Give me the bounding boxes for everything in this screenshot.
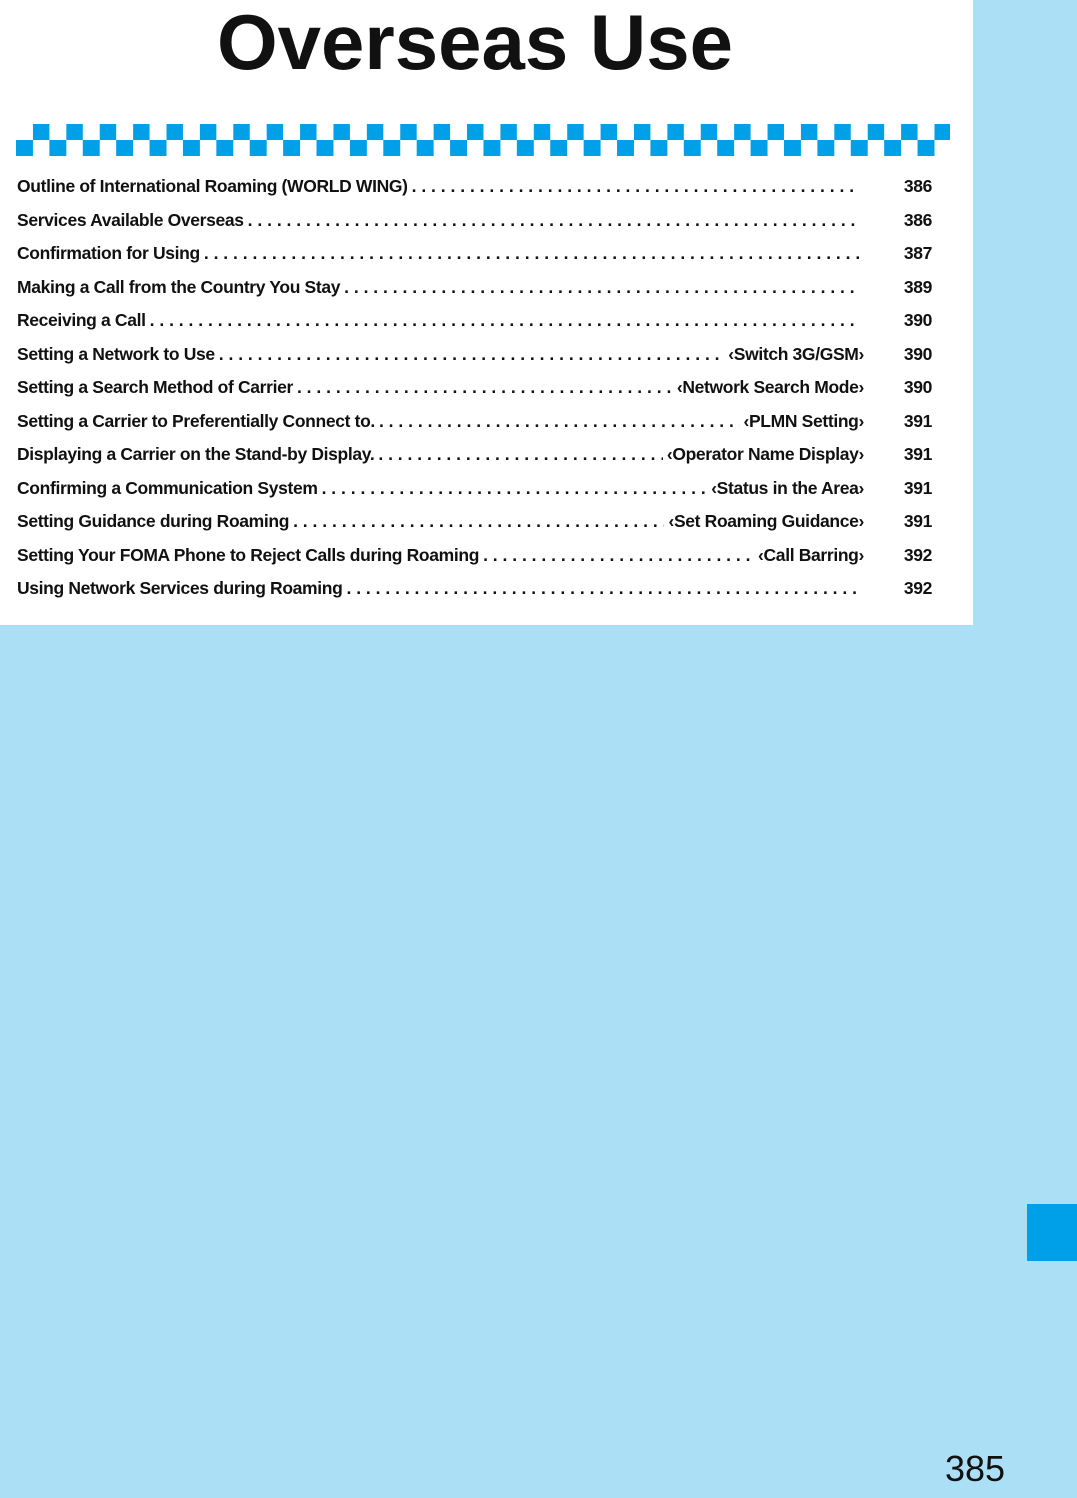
chapter-tab	[1027, 1204, 1077, 1261]
toc-entry[interactable]	[17, 545, 932, 579]
toc-entry-page: 389	[903, 276, 932, 297]
toc-entry-title: Receiving a Call	[17, 310, 146, 330]
dot-leader	[378, 444, 662, 465]
toc-entry-title: Setting Your FOMA Phone to Reject Calls during Roaming	[17, 544, 480, 565]
dot-leader	[248, 210, 860, 231]
dot-leader	[483, 545, 754, 566]
checkered-divider	[16, 124, 950, 156]
toc-entry-title: Services Available Overseas	[17, 209, 244, 230]
toc-entry[interactable]	[17, 243, 932, 277]
toc-entry-page: 387	[903, 243, 932, 263]
toc-entry-title: Setting a Search Method of Carrier	[17, 377, 293, 397]
toc-entry[interactable]	[17, 444, 932, 478]
toc-entry[interactable]	[17, 411, 932, 445]
toc-entry-page: 391	[903, 410, 932, 431]
toc-entry-title: Setting a Carrier to Preferentially Connect to.	[17, 410, 375, 431]
toc-entry-function: ‹Network Search Mode›	[676, 377, 864, 397]
toc-entry-function: ‹Operator Name Display›	[666, 444, 864, 464]
toc-entry-page: 392	[903, 578, 932, 598]
dot-leader	[219, 344, 725, 365]
toc-entry-page: 391	[903, 511, 932, 531]
dot-leader	[204, 243, 860, 264]
content-panel	[0, 0, 973, 625]
toc-entry-title: Setting a Network to Use	[17, 343, 215, 364]
toc-entry-title: Using Network Services during Roaming	[17, 578, 343, 598]
toc-entry[interactable]	[17, 277, 932, 311]
toc-entry-page: 386	[903, 176, 932, 196]
toc-entry-page: 391	[903, 444, 932, 464]
toc-entry-function: ‹Set Roaming Guidance›	[668, 511, 864, 531]
toc-entry[interactable]	[17, 377, 932, 411]
toc-entry-function: ‹Switch 3G/GSM›	[728, 343, 864, 364]
dot-leader	[150, 310, 860, 331]
toc-entry-function: ‹PLMN Setting›	[743, 410, 864, 431]
dot-leader	[322, 478, 708, 499]
dot-leader	[412, 176, 860, 197]
toc-entry[interactable]	[17, 176, 932, 210]
dot-leader	[379, 411, 740, 432]
toc-entry-page: 390	[903, 343, 932, 364]
toc-entry-page: 392	[903, 544, 932, 565]
toc-entry-title: Outline of International Roaming (WORLD WING)	[17, 176, 408, 196]
toc-entry-page: 386	[903, 209, 932, 230]
toc-entry[interactable]	[17, 210, 932, 244]
toc-entry[interactable]	[17, 578, 932, 612]
page-title: Overseas Use	[216, 0, 734, 86]
toc-entry[interactable]	[17, 310, 932, 344]
dot-leader	[293, 511, 664, 532]
toc-entry[interactable]	[17, 478, 932, 512]
dot-leader	[297, 377, 673, 398]
toc-entry-title: Setting Guidance during Roaming	[17, 511, 290, 531]
toc-entry-title: Making a Call from the Country You Stay	[17, 276, 341, 297]
toc-entry-title: Confirming a Communication System	[17, 477, 318, 498]
dot-leader	[346, 578, 860, 599]
toc-entry-function: ‹Status in the Area›	[711, 477, 864, 498]
dot-leader	[344, 277, 860, 298]
toc-entry[interactable]	[17, 511, 932, 545]
toc-entry-page: 390	[903, 310, 932, 330]
toc-entry-title: Confirmation for Using	[17, 243, 200, 263]
toc-entry[interactable]	[17, 344, 932, 378]
page-number: 385	[945, 1448, 1006, 1489]
toc-entry-page: 390	[903, 377, 932, 397]
table-of-contents	[17, 176, 932, 612]
toc-entry-page: 391	[903, 477, 932, 498]
toc-entry-function: ‹Call Barring›	[758, 544, 864, 565]
toc-entry-title: Displaying a Carrier on the Stand-by Display.	[17, 444, 375, 464]
